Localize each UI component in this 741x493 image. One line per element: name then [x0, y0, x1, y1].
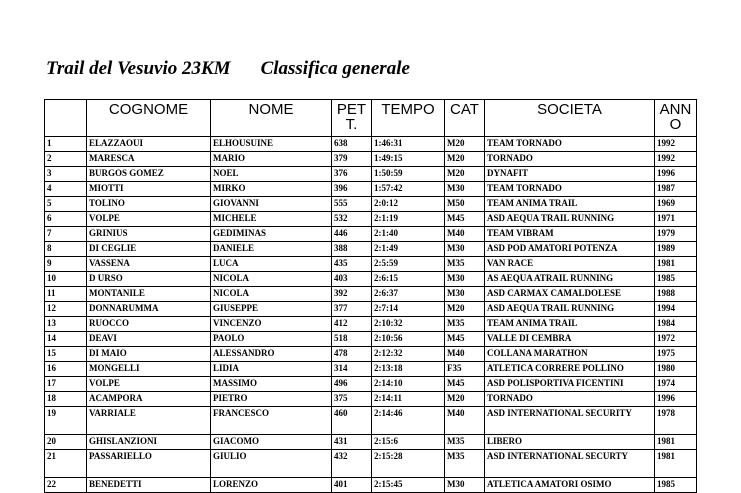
cognome-cell: VOLPE	[87, 212, 211, 227]
tempo-cell: 2:15:6	[372, 435, 445, 450]
pettorale-cell: 396	[332, 182, 372, 197]
position-cell: 13	[45, 317, 87, 332]
position-cell: 9	[45, 257, 87, 272]
tempo-cell: 2:14:11	[372, 392, 445, 407]
pettorale-cell: 375	[332, 392, 372, 407]
table-row	[45, 362, 697, 377]
cat-cell: M30	[445, 242, 485, 257]
cognome-cell: VOLPE	[87, 377, 211, 392]
cognome-cell: PASSARIELLO	[87, 450, 211, 478]
tempo-cell: 2:10:56	[372, 332, 445, 347]
cognome-cell: DONNARUMMA	[87, 302, 211, 317]
cognome-cell: MONTANILE	[87, 287, 211, 302]
societa-cell: VALLE DI CEMBRA	[485, 332, 655, 347]
cat-cell: M20	[445, 152, 485, 167]
table-row	[45, 167, 697, 182]
position-cell: 18	[45, 392, 87, 407]
cat-cell: M45	[445, 377, 485, 392]
cognome-cell: RUOCCO	[87, 317, 211, 332]
ranking-title: Classifica generale	[260, 58, 410, 79]
societa-cell: TEAM TORNADO	[485, 182, 655, 197]
cat-cell: M40	[445, 407, 485, 435]
table-row	[45, 182, 697, 197]
pettorale-cell: 496	[332, 377, 372, 392]
table-row	[45, 212, 697, 227]
nome-cell: GIOVANNI	[211, 197, 332, 212]
cat-cell: M20	[445, 392, 485, 407]
societa-cell: TEAM ANIMA TRAIL	[485, 317, 655, 332]
cognome-cell: GHISLANZIONI	[87, 435, 211, 450]
cognome-cell: DEAVI	[87, 332, 211, 347]
header-cognome: COGNOME	[87, 100, 211, 137]
table-row	[45, 347, 697, 362]
anno-cell: 1981	[655, 257, 697, 272]
table-header-row	[45, 100, 697, 137]
cognome-cell: ACAMPORA	[87, 392, 211, 407]
table-row	[45, 478, 697, 493]
tempo-cell: 2:0:12	[372, 197, 445, 212]
position-cell: 14	[45, 332, 87, 347]
nome-cell: LORENZO	[211, 478, 332, 493]
position-cell: 6	[45, 212, 87, 227]
nome-cell: MARIO	[211, 152, 332, 167]
pettorale-cell: 518	[332, 332, 372, 347]
tempo-cell: 2:13:18	[372, 362, 445, 377]
societa-cell: ASD INTERNATIONAL SECURTY	[485, 450, 655, 478]
tempo-cell: 2:1:19	[372, 212, 445, 227]
header-tempo: TEMPO	[372, 100, 445, 137]
position-cell: 17	[45, 377, 87, 392]
nome-cell: PAOLO	[211, 332, 332, 347]
pettorale-cell: 460	[332, 407, 372, 435]
cat-cell: M20	[445, 137, 485, 152]
cat-cell: M30	[445, 287, 485, 302]
cognome-cell: MONGELLI	[87, 362, 211, 377]
anno-cell: 1972	[655, 332, 697, 347]
nome-cell: NOEL	[211, 167, 332, 182]
cat-cell: M20	[445, 167, 485, 182]
tempo-cell: 2:14:46	[372, 407, 445, 435]
cat-cell: M35	[445, 257, 485, 272]
pettorale-cell: 555	[332, 197, 372, 212]
position-cell: 7	[45, 227, 87, 242]
cognome-cell: VARRIALE	[87, 407, 211, 435]
nome-cell: MIRKO	[211, 182, 332, 197]
table-row	[45, 332, 697, 347]
anno-cell: 1988	[655, 287, 697, 302]
nome-cell: PIETRO	[211, 392, 332, 407]
societa-cell: DYNAFIT	[485, 167, 655, 182]
cat-cell: F35	[445, 362, 485, 377]
table-row	[45, 302, 697, 317]
nome-cell: DANIELE	[211, 242, 332, 257]
cognome-cell: GRINIUS	[87, 227, 211, 242]
societa-cell: TORNADO	[485, 392, 655, 407]
nome-cell: MICHELE	[211, 212, 332, 227]
anno-cell: 1979	[655, 227, 697, 242]
nome-cell: VINCENZO	[211, 317, 332, 332]
table-row	[45, 137, 697, 152]
table-row	[45, 227, 697, 242]
nome-cell: GIACOMO	[211, 435, 332, 450]
societa-cell: COLLANA MARATHON	[485, 347, 655, 362]
pettorale-cell: 403	[332, 272, 372, 287]
tempo-cell: 2:15:45	[372, 478, 445, 493]
cognome-cell: BURGOS GOMEZ	[87, 167, 211, 182]
pettorale-cell: 392	[332, 287, 372, 302]
tempo-cell: 1:46:31	[372, 137, 445, 152]
nome-cell: MASSIMO	[211, 377, 332, 392]
position-cell: 20	[45, 435, 87, 450]
document-title	[46, 58, 410, 80]
table-row	[45, 435, 697, 450]
anno-cell: 1975	[655, 347, 697, 362]
nome-cell: LIDIA	[211, 362, 332, 377]
nome-cell: NICOLA	[211, 287, 332, 302]
tempo-cell: 2:6:37	[372, 287, 445, 302]
cat-cell: M20	[445, 302, 485, 317]
anno-cell: 1994	[655, 302, 697, 317]
societa-cell: TEAM ANIMA TRAIL	[485, 197, 655, 212]
pettorale-cell: 379	[332, 152, 372, 167]
cat-cell: M50	[445, 197, 485, 212]
anno-cell: 1969	[655, 197, 697, 212]
cat-cell: M35	[445, 450, 485, 478]
pettorale-cell: 401	[332, 478, 372, 493]
position-cell: 12	[45, 302, 87, 317]
position-cell: 16	[45, 362, 87, 377]
tempo-cell: 2:15:28	[372, 450, 445, 478]
societa-cell: ASD INTERNATIONAL SECURITY	[485, 407, 655, 435]
cognome-cell: DI MAIO	[87, 347, 211, 362]
table-row	[45, 242, 697, 257]
societa-cell: TEAM TORNADO	[485, 137, 655, 152]
anno-cell: 1974	[655, 377, 697, 392]
tempo-cell: 2:14:10	[372, 377, 445, 392]
header-pettorale: PET T.	[332, 100, 372, 137]
tempo-cell: 2:10:32	[372, 317, 445, 332]
header-position	[45, 100, 87, 137]
cat-cell: M35	[445, 317, 485, 332]
cat-cell: M35	[445, 435, 485, 450]
tempo-cell: 1:57:42	[372, 182, 445, 197]
cognome-cell: DI CEGLIE	[87, 242, 211, 257]
pettorale-cell: 314	[332, 362, 372, 377]
header-societa: SOCIETA	[485, 100, 655, 137]
anno-cell: 1971	[655, 212, 697, 227]
pettorale-cell: 431	[332, 435, 372, 450]
anno-cell: 1996	[655, 392, 697, 407]
position-cell: 3	[45, 167, 87, 182]
nome-cell: GEDIMINAS	[211, 227, 332, 242]
position-cell: 4	[45, 182, 87, 197]
nome-cell: ELHOUSUINE	[211, 137, 332, 152]
anno-cell: 1984	[655, 317, 697, 332]
tempo-cell: 2:1:40	[372, 227, 445, 242]
cat-cell: M45	[445, 332, 485, 347]
nome-cell: ALESSANDRO	[211, 347, 332, 362]
cognome-cell: MIOTTI	[87, 182, 211, 197]
results-table	[44, 99, 697, 493]
table-row	[45, 450, 697, 478]
societa-cell: ASD AEQUA TRAIL RUNNING	[485, 212, 655, 227]
tempo-cell: 2:5:59	[372, 257, 445, 272]
anno-cell: 1996	[655, 167, 697, 182]
anno-cell: 1980	[655, 362, 697, 377]
nome-cell: FRANCESCO	[211, 407, 332, 435]
position-cell: 22	[45, 478, 87, 493]
cognome-cell: ELAZZAOUI	[87, 137, 211, 152]
position-cell: 2	[45, 152, 87, 167]
tempo-cell: 2:6:15	[372, 272, 445, 287]
tempo-cell: 2:1:49	[372, 242, 445, 257]
table-row	[45, 257, 697, 272]
header-cat: CAT	[445, 100, 485, 137]
cognome-cell: D URSO	[87, 272, 211, 287]
pettorale-cell: 478	[332, 347, 372, 362]
position-cell: 15	[45, 347, 87, 362]
nome-cell: NICOLA	[211, 272, 332, 287]
anno-cell: 1981	[655, 450, 697, 478]
cognome-cell: VASSENA	[87, 257, 211, 272]
cat-cell: M30	[445, 272, 485, 287]
societa-cell: ASD CARMAX CAMALDOLESE	[485, 287, 655, 302]
position-cell: 19	[45, 407, 87, 435]
anno-cell: 1992	[655, 137, 697, 152]
position-cell: 10	[45, 272, 87, 287]
table-row	[45, 317, 697, 332]
table-row	[45, 272, 697, 287]
header-anno: ANN O	[655, 100, 697, 137]
pettorale-cell: 432	[332, 450, 372, 478]
header-nome: NOME	[211, 100, 332, 137]
cat-cell: M40	[445, 347, 485, 362]
nome-cell: LUCA	[211, 257, 332, 272]
nome-cell: GIULIO	[211, 450, 332, 478]
pettorale-cell: 638	[332, 137, 372, 152]
cat-cell: M30	[445, 182, 485, 197]
cat-cell: M30	[445, 478, 485, 493]
anno-cell: 1981	[655, 435, 697, 450]
societa-cell: ASD POD AMATORI POTENZA	[485, 242, 655, 257]
position-cell: 5	[45, 197, 87, 212]
pettorale-cell: 435	[332, 257, 372, 272]
societa-cell: ASD POLISPORTIVA FICENTINI	[485, 377, 655, 392]
pettorale-cell: 388	[332, 242, 372, 257]
race-title: Trail del Vesuvio 23KM	[46, 58, 231, 79]
tempo-cell: 1:49:15	[372, 152, 445, 167]
table-row	[45, 377, 697, 392]
position-cell: 1	[45, 137, 87, 152]
tempo-cell: 1:50:59	[372, 167, 445, 182]
societa-cell: VAN RACE	[485, 257, 655, 272]
cognome-cell: TOLINO	[87, 197, 211, 212]
pettorale-cell: 377	[332, 302, 372, 317]
tempo-cell: 2:7:14	[372, 302, 445, 317]
cat-cell: M40	[445, 227, 485, 242]
position-cell: 8	[45, 242, 87, 257]
societa-cell: LIBERO	[485, 435, 655, 450]
table-row	[45, 392, 697, 407]
anno-cell: 1985	[655, 272, 697, 287]
cognome-cell: MARESCA	[87, 152, 211, 167]
pettorale-cell: 532	[332, 212, 372, 227]
anno-cell: 1985	[655, 478, 697, 493]
pettorale-cell: 446	[332, 227, 372, 242]
societa-cell: AS AEQUA ATRAIL RUNNING	[485, 272, 655, 287]
cognome-cell: BENEDETTI	[87, 478, 211, 493]
pettorale-cell: 376	[332, 167, 372, 182]
cat-cell: M45	[445, 212, 485, 227]
societa-cell: TORNADO	[485, 152, 655, 167]
pettorale-cell: 412	[332, 317, 372, 332]
nome-cell: GIUSEPPE	[211, 302, 332, 317]
anno-cell: 1978	[655, 407, 697, 435]
table-row	[45, 407, 697, 435]
societa-cell: ATLETICA AMATORI OSIMO	[485, 478, 655, 493]
anno-cell: 1989	[655, 242, 697, 257]
societa-cell: TEAM VIBRAM	[485, 227, 655, 242]
societa-cell: ASD AEQUA TRAIL RUNNING	[485, 302, 655, 317]
position-cell: 21	[45, 450, 87, 478]
table-row	[45, 152, 697, 167]
anno-cell: 1992	[655, 152, 697, 167]
table-row	[45, 197, 697, 212]
position-cell: 11	[45, 287, 87, 302]
tempo-cell: 2:12:32	[372, 347, 445, 362]
societa-cell: ATLETICA CORRERE POLLINO	[485, 362, 655, 377]
table-row	[45, 287, 697, 302]
anno-cell: 1987	[655, 182, 697, 197]
